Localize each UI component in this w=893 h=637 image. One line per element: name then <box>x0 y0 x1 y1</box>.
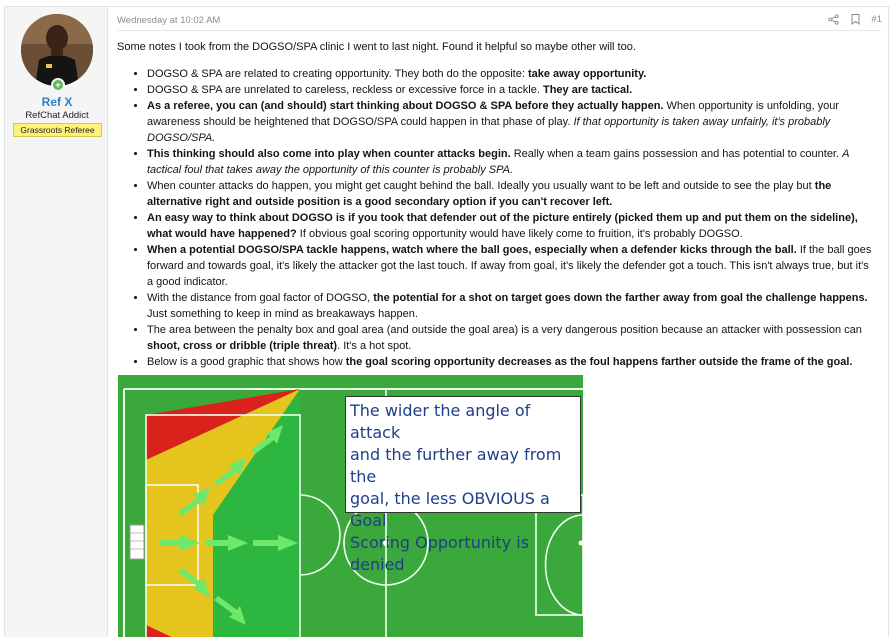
online-status-icon: + <box>51 78 65 92</box>
note-text: They are tactical. <box>542 84 633 96</box>
note-text: A tactical foul that takes away the opportunity of this counter is probably SPA. <box>147 148 850 176</box>
note-text: When a potential DOGSO/SPA tackle happens, watch where the ball goes, especially when a defender kicks through the ball. <box>147 244 797 256</box>
note-item <box>147 82 877 98</box>
note-text: the potential for a shot on target goes down the farther away from goal the challenge happens. <box>373 292 868 304</box>
note-text: When counter attacks do happen, you might get caught behind the ball. Ideally you usually want to be left and outside to see the play but <box>147 180 815 192</box>
note-text: If obvious goal scoring opportunity would have likely come to fruition, it's probably DOGSO. <box>296 228 743 240</box>
note-text: The area between the penalty box and goal area (and outside the goal area) is a very dangerous position because an attacker with possession can <box>147 324 862 336</box>
graphic-callout <box>345 396 581 574</box>
note-text: An easy way to think about DOGSO is if you took that defender out of the picture entirely (picked them up and put them on the sideline), what would have happened? <box>147 212 858 240</box>
note-item <box>147 354 877 370</box>
note-text: the goal scoring opportunity decreases as the foul happens farther outside the frame of the goal. <box>345 356 853 368</box>
user-banner: Grassroots Referee <box>13 123 102 137</box>
callout-line: Scoring Opportunity is denied <box>350 533 530 574</box>
user-sidebar <box>4 6 108 637</box>
callout-line: and the further away from the <box>350 445 562 486</box>
bookmark-icon[interactable] <box>849 13 862 26</box>
note-text: . It's a hot spot. <box>337 340 412 352</box>
user-title: RefChat Addict <box>25 110 89 121</box>
share-icon[interactable] <box>827 13 840 26</box>
callout-line: The wider the angle of attack <box>350 401 531 442</box>
note-item <box>147 178 877 210</box>
referee-photo-image <box>21 14 93 86</box>
note-text: Really when a team gains possession and has potential to counter. <box>510 148 843 160</box>
note-item <box>147 210 877 242</box>
note-item <box>147 98 877 146</box>
note-text: DOGSO & SPA are unrelated to careless, reckless or excessive force in a tackle. <box>147 84 543 96</box>
post-number-link[interactable]: #1 <box>871 14 882 25</box>
note-text: Below is a good graphic that shows how <box>147 356 346 368</box>
note-text: As a referee, you can (and should) start thinking about DOGSO & SPA before they actually happen. <box>147 100 664 112</box>
note-item <box>147 242 877 290</box>
avatar[interactable] <box>21 14 93 86</box>
note-item <box>147 322 877 354</box>
note-text: take away opportunity. <box>527 68 647 80</box>
note-text: DOGSO & SPA are related to creating opportunity. They both do the opposite: <box>147 68 528 80</box>
note-text: shoot, cross or dribble (triple threat) <box>147 340 338 352</box>
note-text: the alternative right and outside position is a good secondary option if you can't recover left. <box>147 180 832 208</box>
note-item <box>147 66 877 82</box>
username-link[interactable]: Ref X <box>41 95 73 109</box>
dogso-graphic <box>118 375 583 637</box>
note-text: Just something to keep in mind as breakaways happen. <box>147 308 418 320</box>
post-date-link[interactable]: Wednesday at 10:02 AM <box>117 15 221 26</box>
callout-line: goal, the less OBVIOUS a Goal <box>350 489 550 530</box>
note-text: When opportunity is unfolding, your awareness should be heightened that DOGSO/SPA could happen in that phase of play. <box>147 100 839 128</box>
post-header <box>109 6 889 30</box>
notes-list <box>147 66 877 370</box>
note-text: If the ball goes forward and towards goal, it's likely the attacker got the last touch. If away from goal, it's likely the defender got a touch. This isn't always true, but it's a good indicator. <box>147 244 872 288</box>
note-text: With the distance from goal factor of DOGSO, <box>147 292 374 304</box>
note-item <box>147 290 877 322</box>
note-text: If that opportunity is taken away unfairly, it's probably DOGSO/SPA. <box>147 116 831 144</box>
note-item <box>147 146 877 178</box>
note-text: This thinking should also come into play when counter attacks begin. <box>147 148 511 160</box>
post-actions <box>827 13 882 26</box>
post-intro-text: Some notes I took from the DOGSO/SPA clinic I went to last night. Found it helpful so maybe other will too. <box>117 41 636 53</box>
